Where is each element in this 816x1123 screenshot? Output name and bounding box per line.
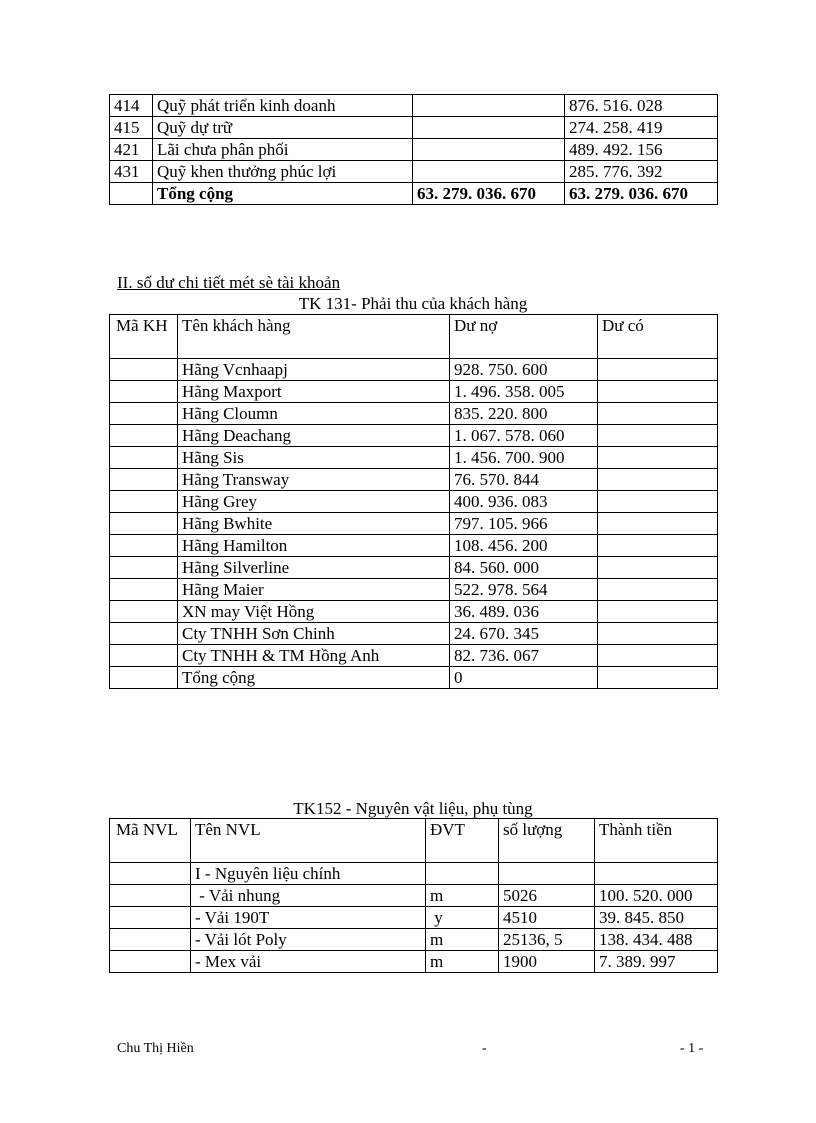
customer-name: Hãng Silverline: [178, 557, 450, 579]
table-row: [110, 929, 718, 951]
debit-cell: 1. 067. 578. 060: [450, 425, 598, 447]
total-label: Tổng cộng: [153, 183, 413, 205]
customer-name: Hãng Grey: [178, 491, 450, 513]
table-row: [110, 469, 718, 491]
customer-name: Hãng Bwhite: [178, 513, 450, 535]
total-credit: 63. 279. 036. 670: [565, 183, 718, 205]
header-name: Tên khách hàng: [178, 315, 450, 359]
qty-cell: 5026: [499, 885, 595, 907]
material-name: - Vải 190T: [191, 907, 426, 929]
customer-name: Hãng Transway: [178, 469, 450, 491]
credit-cell: 876. 516. 028: [565, 95, 718, 117]
footer-center: -: [482, 1041, 487, 1056]
debit-cell: 400. 936. 083: [450, 491, 598, 513]
customer-name: Hãng Hamilton: [178, 535, 450, 557]
section-title: II. số dư chi tiết mét sè tài khoản: [117, 273, 341, 292]
table-row: [110, 623, 718, 645]
debit-cell: 1. 496. 358. 005: [450, 381, 598, 403]
account-code: 431: [110, 161, 153, 183]
qty-cell: 1900: [499, 951, 595, 973]
credit-cell: 285. 776. 392: [565, 161, 718, 183]
balance-table: [109, 94, 718, 205]
material-name: - Vải lót Poly: [191, 929, 426, 951]
header-amount: Thành tiền: [595, 819, 718, 863]
table-row: [110, 513, 718, 535]
customer-name: Cty TNHH & TM Hồng Anh: [178, 645, 450, 667]
account-name: Lãi chưa phân phối: [153, 139, 413, 161]
account-code: 415: [110, 117, 153, 139]
group-label: I - Nguyên liệu chính: [191, 863, 426, 885]
footer-author: Chu Thị Hiền: [117, 1041, 194, 1056]
table-row: [110, 535, 718, 557]
table-row: [110, 491, 718, 513]
account-name: Quỹ phát triển kinh doanh: [153, 95, 413, 117]
customer-name: XN may Việt Hồng: [178, 601, 450, 623]
tk152-caption: TK152 - Nguyên vật liệu, phụ tùng: [293, 799, 533, 818]
debit-cell: 84. 560. 000: [450, 557, 598, 579]
account-code: 421: [110, 139, 153, 161]
customer-name: Hãng Cloumn: [178, 403, 450, 425]
footer-page-number: - 1 -: [680, 1041, 704, 1056]
material-name: - Mex vải: [191, 951, 426, 973]
debit-cell: 522. 978. 564: [450, 579, 598, 601]
debit-cell: [413, 161, 565, 183]
table-row: [110, 951, 718, 973]
table-row: [110, 557, 718, 579]
tk131-table: [109, 314, 718, 689]
table-row: [110, 381, 718, 403]
unit-cell: m: [426, 929, 499, 951]
group-row: [110, 863, 718, 885]
account-name: Quỹ khen thưởng phúc lợi: [153, 161, 413, 183]
total-debit: 63. 279. 036. 670: [413, 183, 565, 205]
header-unit: ĐVT: [426, 819, 499, 863]
table-row: [110, 447, 718, 469]
credit-cell: 274. 258. 419: [565, 117, 718, 139]
total-row: [110, 183, 718, 205]
table-row: [110, 885, 718, 907]
header-credit: Dư có: [598, 315, 718, 359]
customer-name: Cty TNHH Sơn Chinh: [178, 623, 450, 645]
debit-cell: 797. 105. 966: [450, 513, 598, 535]
header-row: [110, 315, 718, 359]
amount-cell: 39. 845. 850: [595, 907, 718, 929]
amount-cell: 100. 520. 000: [595, 885, 718, 907]
qty-cell: 25136, 5: [499, 929, 595, 951]
debit-cell: [413, 117, 565, 139]
header-code: Mã KH: [110, 315, 178, 359]
account-code: 414: [110, 95, 153, 117]
table-row: [110, 645, 718, 667]
debit-cell: [413, 139, 565, 161]
table-row: [110, 139, 718, 161]
customer-name: Hãng Deachang: [178, 425, 450, 447]
debit-cell: 76. 570. 844: [450, 469, 598, 491]
customer-name: Hãng Maxport: [178, 381, 450, 403]
tk152-table: [109, 818, 718, 973]
debit-cell: [413, 95, 565, 117]
total-row: [110, 667, 718, 689]
header-row: [110, 819, 718, 863]
total-label: Tổng cộng: [178, 667, 450, 689]
empty-cell: [110, 183, 153, 205]
tk131-caption: TK 131- Phải thu của khách hàng: [298, 294, 528, 313]
customer-name: Hãng Vcnhaapj: [178, 359, 450, 381]
unit-cell: m: [426, 885, 499, 907]
total-debit: 0: [450, 667, 598, 689]
header-qty: số lượng: [499, 819, 595, 863]
amount-cell: 7. 389. 997: [595, 951, 718, 973]
unit-cell: y: [426, 907, 499, 929]
table-row: [110, 601, 718, 623]
table-row: [110, 117, 718, 139]
debit-cell: 24. 670. 345: [450, 623, 598, 645]
debit-cell: 835. 220. 800: [450, 403, 598, 425]
header-code: Mã NVL: [110, 819, 191, 863]
debit-cell: 108. 456. 200: [450, 535, 598, 557]
table-row: [110, 95, 718, 117]
account-name: Quỹ dự trữ: [153, 117, 413, 139]
credit-cell: 489. 492. 156: [565, 139, 718, 161]
material-name: - Vải nhung: [191, 885, 426, 907]
customer-name: Hãng Maier: [178, 579, 450, 601]
table-row: [110, 161, 718, 183]
debit-cell: 1. 456. 700. 900: [450, 447, 598, 469]
header-debit: Dư nợ: [450, 315, 598, 359]
debit-cell: 82. 736. 067: [450, 645, 598, 667]
qty-cell: 4510: [499, 907, 595, 929]
table-row: [110, 403, 718, 425]
header-name: Tên NVL: [191, 819, 426, 863]
table-row: [110, 579, 718, 601]
unit-cell: m: [426, 951, 499, 973]
amount-cell: 138. 434. 488: [595, 929, 718, 951]
debit-cell: 36. 489. 036: [450, 601, 598, 623]
customer-name: Hãng Sis: [178, 447, 450, 469]
table-row: [110, 425, 718, 447]
debit-cell: 928. 750. 600: [450, 359, 598, 381]
table-row: [110, 359, 718, 381]
table-row: [110, 907, 718, 929]
